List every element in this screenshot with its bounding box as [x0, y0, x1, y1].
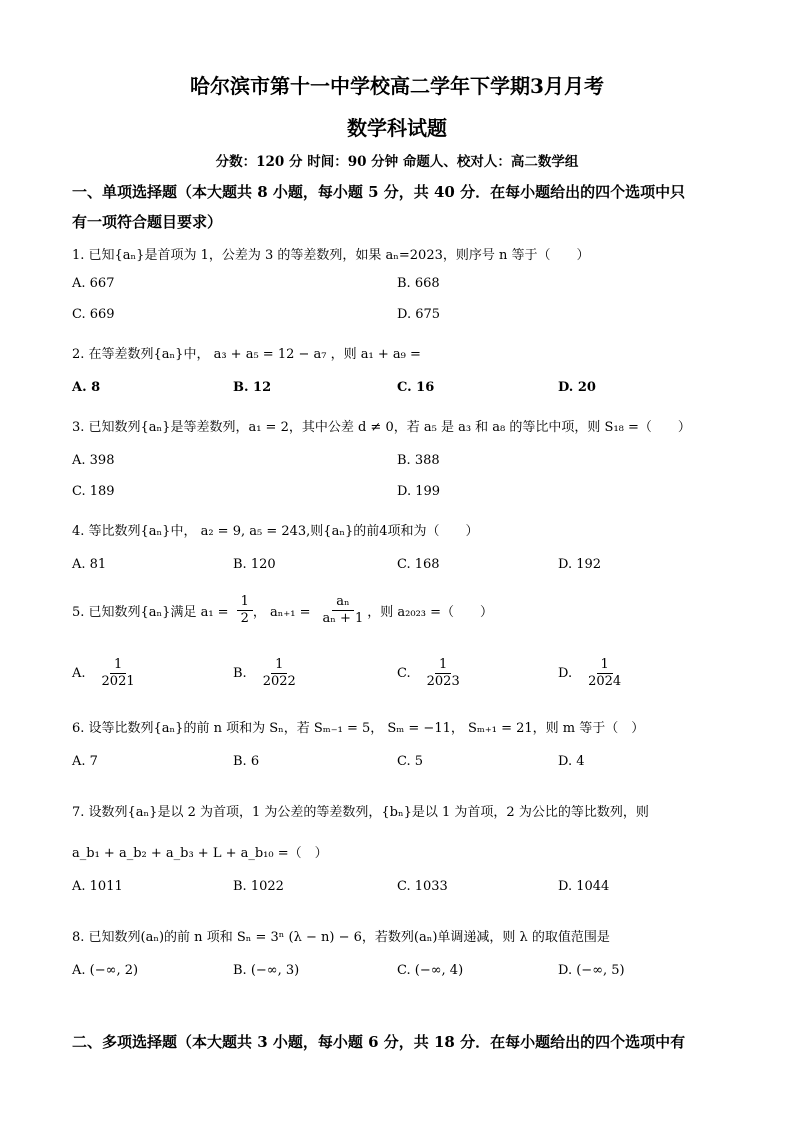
option-label: C.	[397, 666, 411, 681]
option-a: A. 7	[72, 754, 98, 769]
question-text-post: ，则 a₂₀₂₃ =（ ）	[367, 605, 494, 620]
fraction-recurrence	[318, 594, 367, 627]
fraction-numerator: 1	[597, 657, 613, 674]
option-a: A. (−∞, 2)	[72, 963, 139, 978]
question-text: 8. 已知数列(aₙ)的前 n 项和 Sₙ = 3ⁿ (λ − n) − 6，若数列(aₙ)单调递减，则 λ 的取值范围是	[72, 930, 610, 945]
option-b: B. 1022	[233, 879, 284, 894]
option-c: C. 189	[72, 484, 115, 499]
option-a: A. 8	[72, 380, 101, 395]
fraction-denominator: aₙ + 1	[322, 611, 364, 626]
section-2-line1: 二、多项选择题（本大题共 3 小题，每小题 6 分，共 18 分．在每小题给出的四个选项中有	[72, 1033, 686, 1051]
option-label: A.	[72, 666, 86, 681]
fraction-denominator: 2024	[588, 674, 622, 689]
option-c: C. 168	[397, 557, 440, 572]
option-c: C. 1033	[397, 879, 448, 894]
option-label: D.	[558, 666, 573, 681]
fraction-numerator: 1	[435, 657, 451, 674]
option-d: D. 1044	[558, 879, 610, 894]
option-fraction	[98, 657, 139, 690]
fraction-a1	[237, 594, 253, 627]
question-text-pre: 5. 已知数列{aₙ}满足 a₁ =	[72, 605, 229, 620]
question-text: 6. 设等比数列{aₙ}的前 n 项和为 Sₙ，若 Sₘ₋₁ = 5， Sₘ = −11， Sₘ₊₁ = 21，则 m 等于（ ）	[72, 721, 645, 736]
question-text: 3. 已知数列{aₙ}是等差数列，a₁ = 2，其中公差 d ≠ 0，若 a₅ 是 a₃ 和 a₈ 的等比中项，则 S₁₈ =（ ）	[72, 420, 691, 435]
option-a: A. 667	[72, 276, 115, 291]
question-text-mid: ， aₙ₊₁ =	[252, 605, 311, 620]
option-d: D. 20	[558, 380, 596, 395]
option-c	[397, 657, 464, 690]
section-1-line1: 一、单项选择题（本大题共 8 小题，每小题 5 分，共 40 分．在每小题给出的四个选项中只	[72, 183, 686, 201]
section-1-line2: 有一项符合题目要求）	[72, 213, 223, 231]
option-a	[72, 657, 139, 690]
option-b	[233, 657, 300, 690]
option-b: B. 388	[397, 453, 440, 468]
option-label: B.	[233, 666, 247, 681]
question-text: 4. 等比数列{aₙ}中， a₂ = 9, a₅ = 243,则{aₙ}的前4项和为（ ）	[72, 524, 479, 539]
option-c: C. 669	[72, 307, 115, 322]
question-text: 2. 在等差数列{aₙ}中， a₃ + a₅ = 12 − a₇ ，则 a₁ + a₉ =	[72, 347, 421, 362]
option-a: A. 1011	[72, 879, 123, 894]
option-fraction	[423, 657, 464, 690]
question-text: 1. 已知{aₙ}是首项为 1，公差为 3 的等差数列，如果 aₙ=2023，则序号 n 等于（ ）	[72, 248, 590, 263]
option-d: D. 192	[558, 557, 602, 572]
option-a: A. 81	[72, 557, 107, 572]
option-b: B. 120	[233, 557, 276, 572]
option-c: C. 16	[397, 380, 435, 395]
exam-title: 哈尔滨市第十一中学校高二学年下学期3月月考	[190, 74, 604, 98]
fraction-denominator: 2022	[262, 674, 296, 689]
fraction-numerator: 1	[110, 657, 126, 674]
fraction-numerator: 1	[271, 657, 287, 674]
exam-info: 分数：120 分 时间：90 分钟 命题人、校对人：高二数学组	[215, 154, 579, 170]
question-text	[72, 594, 493, 627]
option-b: B. 668	[397, 276, 440, 291]
option-c: C. 5	[397, 754, 424, 769]
question-text: 7. 设数列{aₙ}是以 2 为首项，1 为公差的等差数列，{bₙ}是以 1 为首项，2 为公比的等比数列，则	[72, 805, 649, 820]
option-c: C. (−∞, 4)	[397, 963, 464, 978]
option-a: A. 398	[72, 453, 115, 468]
fraction-denominator: 2021	[101, 674, 135, 689]
option-b: B. 6	[233, 754, 260, 769]
fraction-numerator: aₙ	[332, 594, 353, 611]
option-fraction	[259, 657, 300, 690]
question-formula: a_b₁ + a_b₂ + a_b₃ + L + a_b₁₀ =（ ）	[72, 846, 328, 861]
option-b: B. 12	[233, 380, 272, 395]
fraction-numerator: 1	[237, 594, 253, 611]
option-d: D. 199	[397, 484, 441, 499]
option-d: D. (−∞, 5)	[558, 963, 625, 978]
option-d: D. 675	[397, 307, 441, 322]
option-fraction	[584, 657, 625, 690]
exam-subtitle: 数学科试题	[347, 116, 447, 140]
option-b: B. (−∞, 3)	[233, 963, 300, 978]
fraction-denominator: 2023	[426, 674, 460, 689]
option-d	[558, 657, 625, 690]
option-d: D. 4	[558, 754, 585, 769]
fraction-denominator: 2	[240, 611, 249, 626]
